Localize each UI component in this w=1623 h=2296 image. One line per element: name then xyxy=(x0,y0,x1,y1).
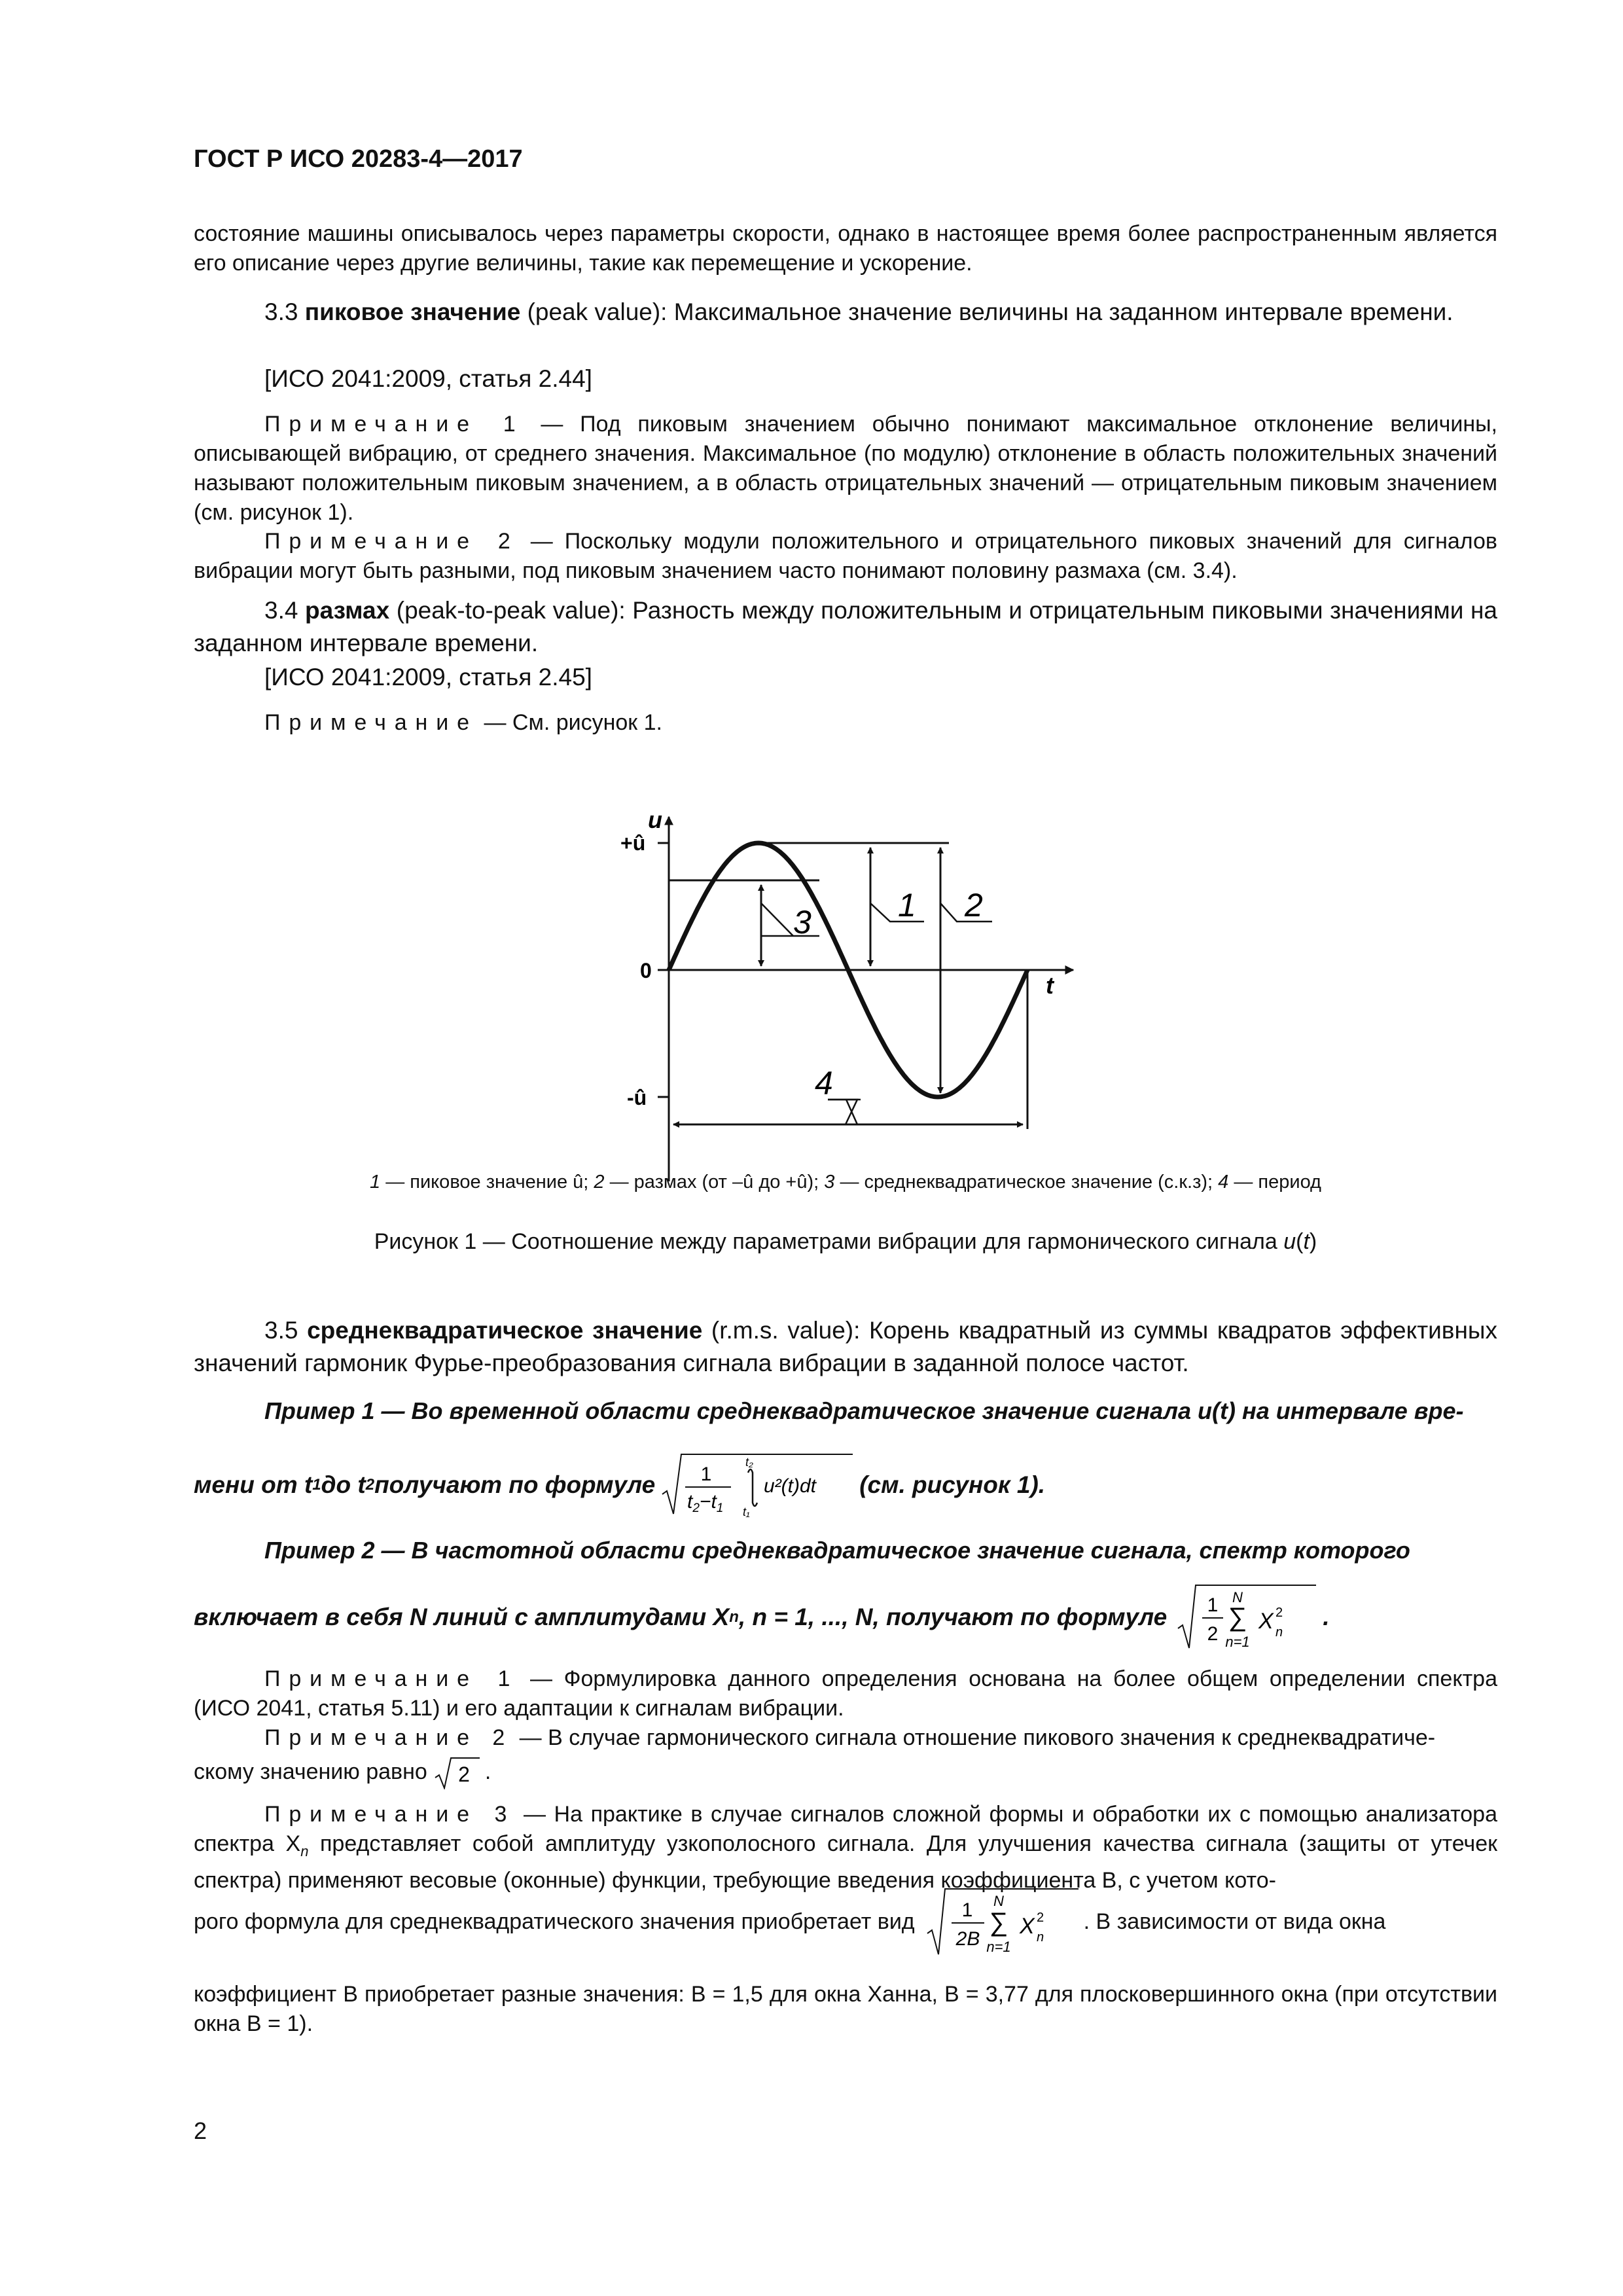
section-number: 3.4 xyxy=(264,597,298,624)
note-label: Примечание 1 xyxy=(264,412,524,437)
svg-text:n: n xyxy=(1036,1930,1044,1945)
figure-1-waveform xyxy=(589,798,1099,1224)
leader-4 xyxy=(828,1100,857,1124)
section-3-5-definition xyxy=(194,1314,1497,1380)
term-peak-to-peak: размах xyxy=(305,597,390,624)
svg-text:2: 2 xyxy=(1275,1605,1283,1620)
section-3-3-note1 xyxy=(194,410,1497,528)
note-text: — Поскольку модули положительного и отрицательного пиковых значений для сигналов вибрации могут быть разными, под пиковым значением часто понимают половину размаха (см. 3.4). xyxy=(194,529,1497,583)
definition-text: (peak-to-peak value): Разность между положительным и отрицательным пиковыми значениями на заданном интервале времени. xyxy=(194,597,1497,656)
label-3: 3 xyxy=(793,904,812,941)
definition-text: (r.m.s. value): Корень квадратный из суммы квадратов эффективных значений гармоник Фурье-преобразования сигнала вибрации в заданной полосе частот. xyxy=(194,1317,1497,1376)
formula-sqrt-2 xyxy=(434,1755,482,1789)
page-number: 2 xyxy=(194,2117,207,2144)
svg-text:n=1: n=1 xyxy=(1225,1634,1250,1650)
document-header: ГОСТ Р ИСО 20283-4—2017 xyxy=(194,145,523,173)
formula-rms-window xyxy=(924,1886,1081,1957)
svg-text:N: N xyxy=(1232,1589,1243,1605)
note-text: — См. рисунок 1. xyxy=(478,710,662,735)
term-rms-value: среднеквадратическое значение xyxy=(307,1317,703,1344)
note-label: Примечание 1 xyxy=(264,1666,519,1691)
tick-label-zero: 0 xyxy=(640,959,652,982)
tick-label-plus-peak: +û xyxy=(620,831,646,855)
svg-text:1: 1 xyxy=(961,1899,972,1921)
svg-text:t₁: t₁ xyxy=(743,1505,750,1517)
svg-text:X: X xyxy=(1019,1914,1035,1939)
svg-text:2B: 2B xyxy=(955,1928,980,1950)
definition-text: (peak value): Максимальное значение величины на заданном интервале времени. xyxy=(520,298,1454,325)
svg-text:1: 1 xyxy=(1207,1594,1219,1616)
note-label: Примечание 3 xyxy=(264,1802,516,1827)
svg-text:t2−t1: $t_2-t_1$ xyxy=(687,1491,724,1515)
intro-paragraph: состояние машины описывалось через параметры скорости, однако в настоящее время более распространенным является его описание через другие величины, такие как перемещение и ускорение. xyxy=(194,221,1497,276)
svg-text:∑: ∑ xyxy=(1228,1603,1247,1632)
label-4: 4 xyxy=(815,1065,833,1102)
label-2: 2 xyxy=(965,887,983,924)
svg-text:1: 1 xyxy=(700,1463,712,1485)
section-3-5-note2-line2: скому значению равно 2 . xyxy=(194,1754,1497,1790)
figure-1-title: Рисунок 1 — Соотношение между параметрами вибрации для гармонического сигнала u(t) xyxy=(374,1229,1317,1254)
section-3-5-note3-last: коэффициент B приобретает разные значения: B = 1,5 для окна Ханна, B = 3,77 для плосковершинного окна (при отсутствии окна B = 1). xyxy=(194,1982,1497,2036)
note-text: — На практике в случае сигналов сложной формы и обработки их с помощью анализатора спектра X xyxy=(194,1802,1497,1856)
svg-text:2: 2 xyxy=(1036,1910,1044,1925)
figure-1-legend: 1 — пиковое значение û; 2 — размах (от –û до +û); 3 — среднеквадратическое значение (с.к.з); 4 — период xyxy=(370,1172,1321,1193)
svg-text:n: n xyxy=(1275,1625,1283,1640)
formula-rms-time xyxy=(659,1452,855,1517)
svg-text:2: 2 xyxy=(457,1762,470,1786)
note-text: — Под пиковым значением обычно понимают максимальное отклонение величины, описывающей вибрацию, от среднего значения. Максимальное (по модулю) отклонение в область положительных значений называют положительным пиковым значением, а в область отрицательных значений — отрицательным пиковым значением (см. рисунок 1). xyxy=(194,412,1497,525)
tick-label-minus-peak: -û xyxy=(627,1086,647,1109)
note-text: — В случае гармонического сигнала отношение пикового значения к среднеквадратиче- xyxy=(513,1725,1436,1750)
section-number: 3.3 xyxy=(264,298,298,325)
example-1-line-2: мени от t 1 до t 2 получают по формуле 1 $t_2-t_1$ t₂ t₁ u²(t)dt (см. рисунок 1). xyxy=(194,1452,1497,1517)
section-3-3-ref: [ИСО 2041:2009, статья 2.44] xyxy=(264,365,592,392)
svg-text:X: X xyxy=(1258,1609,1274,1634)
example-1-line-1: Пример 1 — Во временной области среднеквадратическое значение сигнала u(t) на интервале вре- xyxy=(264,1397,1464,1424)
note-label: Примечание xyxy=(264,710,478,735)
section-number: 3.5 xyxy=(264,1317,298,1344)
formula-rms-frequency xyxy=(1175,1583,1319,1651)
section-3-4-note xyxy=(194,708,1497,738)
section-3-3-definition xyxy=(194,296,1497,329)
section-3-5-note2-line1 xyxy=(194,1723,1497,1753)
svg-text:n=1: n=1 xyxy=(986,1939,1011,1955)
svg-text:t₂: t₂ xyxy=(745,1456,754,1469)
axis-label-u: u xyxy=(648,806,662,833)
svg-text:∑: ∑ xyxy=(989,1908,1008,1937)
example-2-line-1: Пример 2 — В частотной области среднеквадратическое значение сигнала, спектр которого xyxy=(264,1537,1410,1564)
note-label: Примечание 2 xyxy=(264,1725,514,1750)
section-3-5-note1 xyxy=(194,1664,1497,1723)
axis-label-t: t xyxy=(1046,972,1054,999)
svg-text:u²(t)dt: u²(t)dt xyxy=(764,1475,817,1497)
label-1: 1 xyxy=(898,887,916,924)
note-text: — Формулировка данного определения основана на более общем определении спектра (ИСО 2041, статья 5.11) и его адаптации к сигналам вибрации. xyxy=(194,1666,1497,1721)
svg-text:N: N xyxy=(993,1893,1004,1909)
section-3-4-definition xyxy=(194,594,1497,660)
section-3-5-note3-formula-line: рого формула для среднеквадратического значения приобретает вид 1 2B N ∑ n=1 X 2 n . В зависимости от вида окна xyxy=(194,1886,1497,1957)
term-peak-value: пиковое значение xyxy=(304,298,521,325)
section-3-5-note3: Примечание 3 — На практике в случае сигналов сложной формы и обработки их с помощью анализатора спектра $X_n$ представляет собой амплитуду узкополосного сигнала. Для улучшения качества сигнала (защиты от утечек спектра) применяют весовые (оконные) функции, требующие введения коэффициента B, с учетом кото- xyxy=(194,1802,1498,1893)
note-text: представляет собой амплитуду узкополосного сигнала. Для улучшения качества сигнала (защиты от утечек спектра) применяют весовые (оконные) функции, требующие введения коэффициента B, с учетом кото- xyxy=(194,1831,1498,1893)
section-3-3-note2 xyxy=(194,527,1497,586)
note-label: Примечание 2 xyxy=(264,529,519,554)
example-2-line-2: включает в себя N линий с амплитудами X n , n = 1, ..., N, получают по формуле 1 2 N ∑ n=1 X 2 n . xyxy=(194,1583,1497,1651)
svg-text:2: 2 xyxy=(1207,1623,1219,1645)
section-3-4-ref: [ИСО 2041:2009, статья 2.45] xyxy=(264,664,592,691)
